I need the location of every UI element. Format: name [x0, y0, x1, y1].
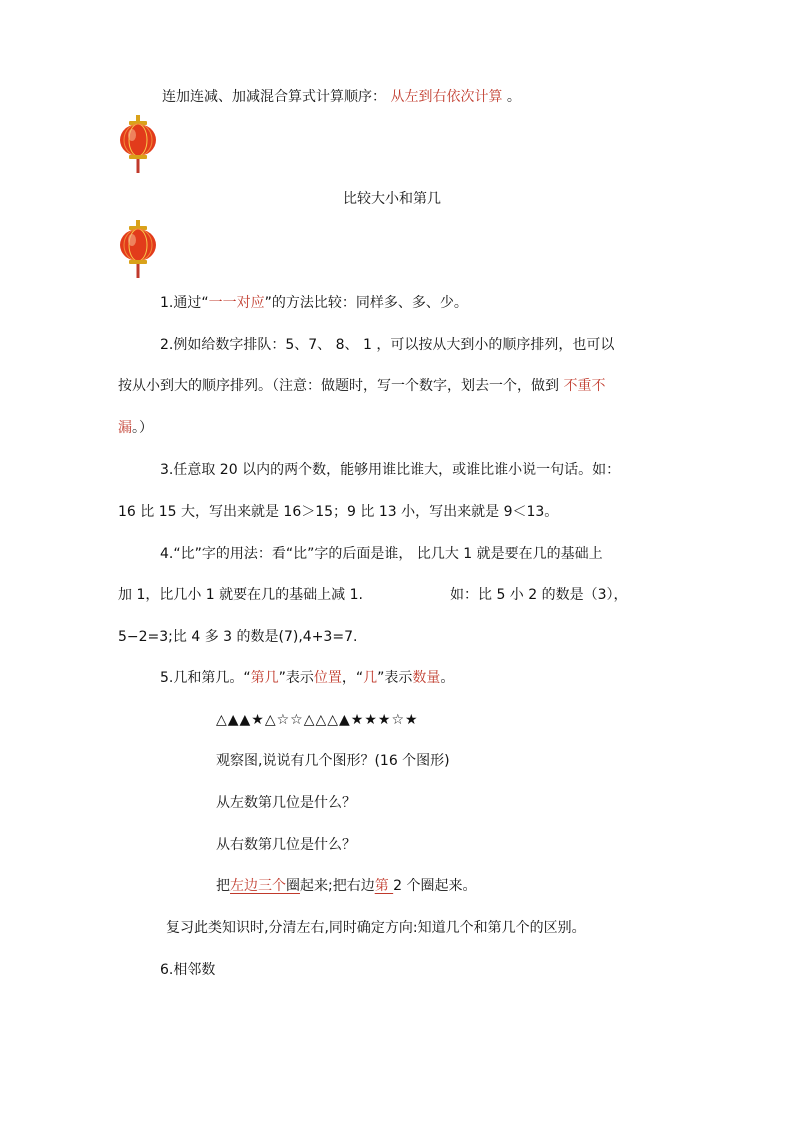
q4-ordinal: 第: [374, 878, 394, 894]
item6: 6.相邻数: [160, 962, 216, 978]
item3-line2: 16 比 15 大，写出来就是 16＞15；9 比 13 小，写出来就是 9＜13。: [118, 504, 559, 520]
section-title: 比较大小和第几: [343, 191, 441, 207]
item5-count: 几: [363, 670, 378, 686]
item3-line1: 3.任意取 20 以内的两个数，能够用谁比谁大，或谁比谁小说一句话。如：: [160, 462, 621, 478]
item4-line1: 4.“比”字的用法：看“比”字的后面是谁， 比几大 1 就是要在几的基础上: [160, 546, 603, 562]
q4-a: 把: [216, 878, 230, 894]
order-rule-highlight: 从左到右依次计算: [390, 89, 503, 105]
lantern-icon: [117, 115, 159, 175]
item1-c: ”的方法比较：同样多、多、少。: [264, 295, 468, 311]
item2-line1: 2.例如给数字排队：5、7、 8、 1 ，可以按从大到小的顺序排列，也可以: [160, 337, 615, 353]
question-count: 观察图,说说有几个图形？(16 个图形): [216, 753, 450, 769]
item4-line2-a: 加 1，比几小 1 就要在几的基础上减 1.: [118, 587, 363, 603]
item2-line2-text: 按从小到大的顺序排列。（注意：做题时，写一个数字，划去一个，做到: [118, 378, 564, 394]
item2-line3-highlight: 漏: [118, 420, 132, 436]
item2-line2-highlight: 不重不: [563, 378, 606, 394]
q4-three: 三个: [258, 878, 286, 894]
order-rule-text: 连加连减、加减混合算式计算顺序：: [162, 89, 386, 105]
item5-i: 。: [440, 670, 455, 686]
item5-quantity: 数量: [412, 670, 441, 686]
item4-line3: 5−2=3;比 4 多 3 的数是(7),4+3=7.: [118, 629, 358, 645]
item1-highlight: 一一对应: [208, 295, 265, 311]
question-right: 从右数第几位是什么？: [216, 837, 356, 853]
lantern-icon: [117, 220, 159, 280]
item1-a: 1.通过“: [160, 295, 209, 311]
item2-line3: [118, 418, 153, 438]
q4-g: 2 个圈起来。: [393, 878, 477, 894]
q4-e: 起来;把右边: [300, 878, 375, 894]
question-circle: [216, 876, 477, 896]
item5-position: 位置: [313, 670, 342, 686]
item4-line2: [118, 585, 363, 605]
order-rule: [162, 87, 521, 107]
item2-line2: [118, 376, 605, 396]
item5-ordinal: 第几: [250, 670, 279, 686]
item2-line3-text: 。）: [132, 420, 153, 436]
question-left: 从左数第几位是什么？: [216, 795, 356, 811]
item5-e: ，“: [341, 670, 364, 686]
shape-sequence: △▲▲★△☆☆△△△▲★★★☆★: [216, 712, 419, 728]
item5: [160, 668, 454, 688]
q4-left: 左边: [230, 878, 258, 894]
item5-a: 5.几和第几。“: [160, 670, 251, 686]
item5-g: ”表示: [377, 670, 413, 686]
order-rule-end: 。: [506, 89, 521, 105]
item1: [160, 293, 468, 313]
item5-c: ”表示: [278, 670, 314, 686]
q4-circle: 圈: [286, 878, 300, 894]
item4-example: 如：比 5 小 2 的数是（3），: [450, 587, 628, 603]
review-note: 复习此类知识时,分清左右,同时确定方向:知道几个和第几个的区别。: [166, 920, 586, 936]
